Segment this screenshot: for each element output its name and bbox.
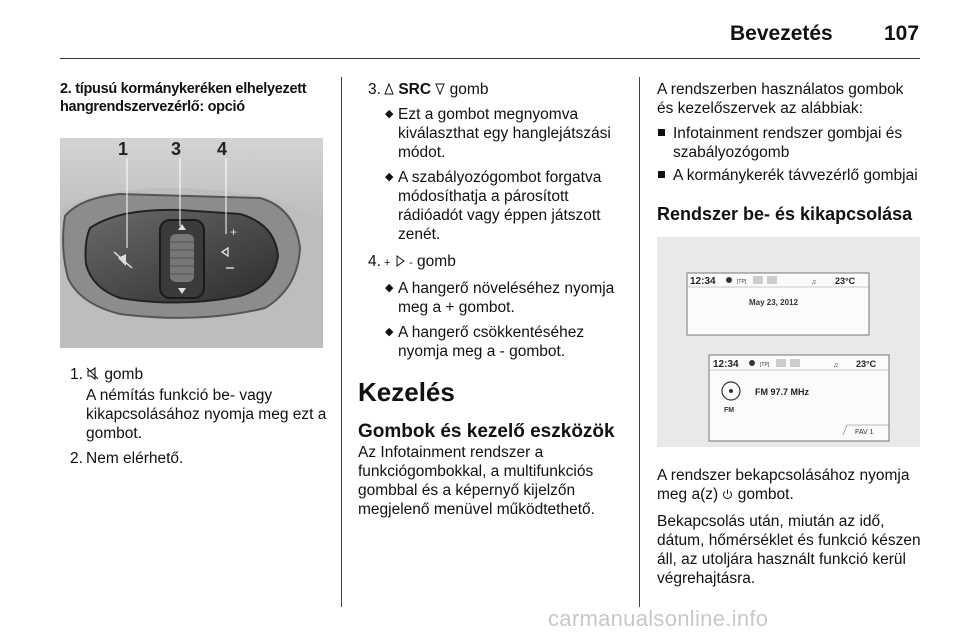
bullet-diamond-icon: ◆	[385, 108, 394, 120]
plus-symbol: +	[384, 257, 391, 269]
outside-temp: 23°C	[835, 276, 856, 286]
body-paragraph: A rendszer bekapcsolásához nyomja meg a(z) gombot.	[657, 467, 910, 503]
page-number: 107	[884, 22, 920, 45]
column-1	[60, 80, 328, 468]
favourites-page: FAV 1	[855, 429, 874, 436]
item-label: Nem elérhető.	[86, 450, 184, 467]
bluetooth-music-icon: ♫	[833, 362, 839, 369]
arrow-down-icon	[435, 81, 449, 98]
list-item: A kormánykerék távvezérlő gombjai	[657, 166, 921, 185]
intro-paragraph: A rendszerben használatos gombok és kezelőszervek az alábbiak:	[657, 81, 904, 117]
list-item: ◆ A szabályozógombot forgatva módosíthatja a párosított rádióadót vagy éppen játszott zenét.	[385, 169, 602, 243]
item-number: 4.	[368, 253, 381, 270]
display-screens-illustration	[657, 237, 920, 447]
list-item: ◆ Ezt a gombot megnyomva kiválaszthat egy hanglejátszási módot.	[385, 106, 611, 161]
mute-icon	[86, 366, 104, 383]
temp-right-icon	[790, 359, 800, 367]
list-item: ◆ A hangerő csökkentéséhez nyomja meg a - gombot.	[385, 324, 585, 360]
column-2	[358, 80, 626, 519]
controls-subheading: 2. típusú kormánykeréken elhelyezett hangrendszervezérlő: opció	[60, 81, 307, 115]
section-subheading: Gombok és kezelő eszközök	[358, 421, 615, 442]
item-label: gomb	[417, 253, 456, 270]
list-item: Infotainment rendszer gombjai és szabályozógomb	[657, 124, 921, 162]
bullet-diamond-icon: ◆	[385, 282, 394, 294]
svg-text:+: +	[230, 225, 238, 239]
temp-left-icon	[776, 359, 786, 367]
column-divider-1	[341, 77, 342, 607]
bullet-square-icon	[658, 129, 665, 136]
src-label: SRC	[398, 81, 432, 98]
item-label: gomb	[449, 81, 489, 98]
list-item	[358, 252, 626, 273]
arrow-up-icon	[384, 81, 398, 98]
header-divider	[60, 58, 920, 59]
clock-time: 12:34	[713, 359, 739, 370]
bluetooth-music-icon: ♫	[811, 279, 817, 286]
volume-icon	[395, 253, 409, 270]
page-section-title: Bevezetés	[730, 22, 833, 45]
temp-left-icon	[753, 276, 763, 284]
callout-3: 3	[171, 139, 182, 159]
settings-icon	[749, 360, 755, 366]
body-paragraph: Az Infotainment rendszer a funkciógombokkal, a multifunkciós gombbal és a képernyő kijelzőn megjelenő menüvel működtethető.	[358, 444, 595, 518]
watermark: carmanualsonline.info	[548, 606, 769, 631]
item-description: A némítás funkció be- vagy kikapcsolásához nyomja meg ezt a gombot.	[86, 387, 327, 442]
item-number: 1.	[70, 366, 83, 383]
item-number: 2.	[70, 450, 83, 467]
list-item: ◆ A hangerő növeléséhez nyomja meg a + gombot.	[385, 280, 615, 316]
list-item	[60, 365, 328, 443]
band-label: FM	[724, 407, 735, 414]
station-frequency: FM 97.7 MHz	[755, 387, 810, 397]
temp-right-icon	[767, 276, 777, 284]
outside-temp: 23°C	[856, 359, 877, 369]
power-icon	[722, 486, 737, 503]
section-heading: Kezelés	[358, 377, 455, 407]
callout-4: 4	[217, 139, 228, 159]
controls-list	[60, 365, 328, 468]
bullet-square-icon	[658, 171, 665, 178]
section-heading: Rendszer be- és kikapcsolása	[657, 204, 913, 224]
bullet-diamond-icon: ◆	[385, 326, 394, 338]
item-number: 3.	[368, 81, 381, 98]
list-item	[60, 449, 328, 468]
steering-wheel-controls-photo	[60, 138, 323, 348]
column-divider-2	[639, 77, 640, 607]
minus-symbol: -	[409, 257, 413, 269]
settings-icon	[726, 277, 732, 283]
bullet-diamond-icon: ◆	[385, 171, 394, 183]
tp-indicator: [TP]	[760, 362, 770, 368]
body-paragraph: Bekapcsolás után, miután az idő, dátum, hőmérséklet és funkció készen áll, az utoljára használt funkció kerül végrehajtásra.	[657, 513, 921, 587]
list-item	[358, 80, 626, 99]
item-label: gomb	[104, 366, 144, 383]
callout-1: 1	[118, 139, 129, 159]
column-3	[657, 80, 921, 588]
date-display: May 23, 2012	[749, 298, 798, 307]
tp-indicator: [TP]	[737, 279, 747, 285]
clock-time: 12:34	[690, 276, 716, 287]
